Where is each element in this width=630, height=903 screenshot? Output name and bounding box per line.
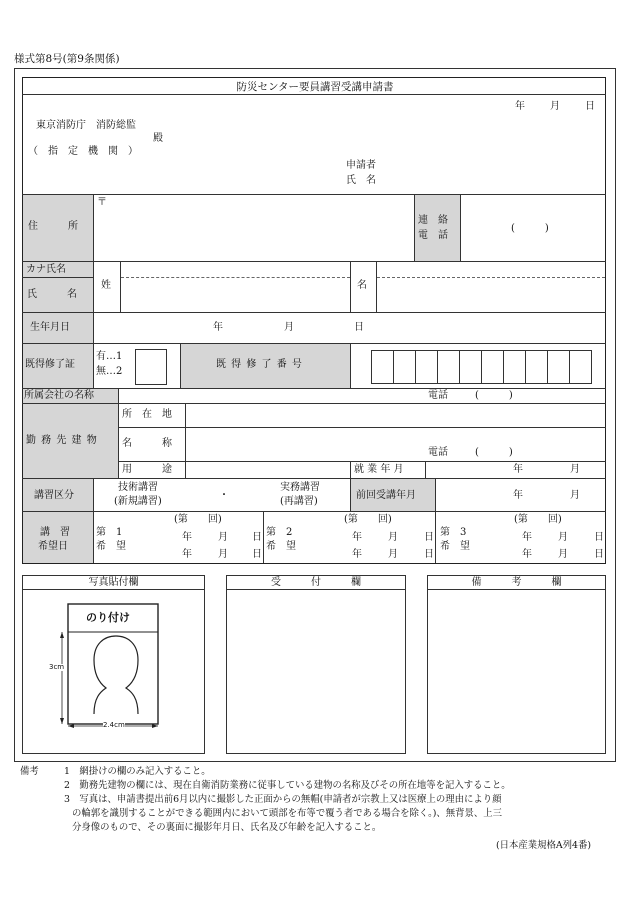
postal-mark: 〒 (97, 197, 107, 208)
name-label: 氏 名 (27, 289, 77, 300)
sei-field[interactable] (122, 280, 348, 310)
course-practical-1[interactable]: 実務講習 (280, 482, 320, 493)
workplace-use-label: 用 途 (122, 464, 172, 475)
note-3-cont-1: の輪郭を識別することができる範囲内において頭部を布等で覆う者である場合を除く。)、無背景、上三 (72, 808, 503, 819)
birth-month-label: 月 (284, 322, 294, 333)
workplace-label: 勤 務 先 建 物 (26, 435, 98, 446)
mei-kana-field[interactable] (378, 264, 604, 276)
workplace-name-label: 名 称 (122, 438, 172, 449)
contact-label-1: 連 絡 (418, 215, 448, 226)
note-3-cont-2: 分身像のもので、その裏面に撮影年月日、氏名及び年齢を記入すること。 (72, 822, 382, 833)
certificate-digit-box[interactable] (569, 350, 592, 384)
choice-3-kibo: 希 望 (440, 541, 470, 552)
company-label: 所属会社の名称 (24, 390, 94, 401)
certificate-digit-box[interactable] (393, 350, 416, 384)
choice-3-year-a: 年 (522, 532, 532, 543)
workplace-name-field[interactable] (188, 430, 418, 459)
reception-box (226, 575, 406, 754)
footer-standard: (日本産業規格A列4番) (496, 840, 592, 851)
choice-2-year-b: 年 (352, 549, 362, 560)
recipient-line2: （ 指 定 機 関 ） (28, 146, 138, 157)
choice-3-month-b: 月 (558, 549, 568, 560)
course-separator: ・ (219, 490, 229, 501)
certificate-digit-box[interactable] (525, 350, 548, 384)
preferred-label-2: 希望日 (38, 541, 68, 552)
choice-2-day-b: 日 (424, 549, 434, 560)
workplace-phone-field[interactable]: ( ) (475, 447, 513, 458)
recipient-honorific: 殿 (153, 133, 163, 144)
date-year-label: 年 (515, 101, 525, 112)
mei-label: 名 (357, 280, 367, 291)
photo-width-label: 2.4cm (103, 721, 125, 729)
workplace-location-label: 所 在 地 (122, 409, 172, 420)
workplace-location-field[interactable] (188, 406, 602, 425)
applicant-label: 申請者 (346, 160, 376, 171)
choice-1-kibo: 希 望 (96, 541, 126, 552)
certificate-choice-box[interactable] (135, 349, 167, 385)
choice-1-day-a: 日 (252, 532, 262, 543)
recipient-line1: 東京消防庁 消防総監 (36, 120, 136, 131)
note-3: 3 写真は、申請書提出前6月以内に撮影した正面からの無帽(申請者が宗教上又は医療上の理由により顔 (64, 794, 502, 805)
date-day-label: 日 (585, 101, 595, 112)
sei-label: 姓 (101, 280, 111, 291)
choice-3-day-a: 日 (594, 532, 604, 543)
choice-1-year-b: 年 (182, 549, 192, 560)
choice-1-month-a: 月 (218, 532, 228, 543)
course-label: 講習区分 (34, 490, 74, 501)
previous-month-label: 月 (570, 490, 580, 501)
remarks-header: 備 考 欄 (471, 577, 562, 588)
certificate-label: 既得修了証 (25, 359, 75, 370)
note-1: 1 網掛けの欄のみ記入すること。 (64, 766, 211, 777)
notes-label: 備考 (20, 766, 39, 777)
mei-field[interactable] (378, 280, 604, 310)
choice-2-kai[interactable]: (第 回) (344, 514, 392, 525)
reception-header: 受 付 欄 (271, 577, 361, 588)
employment-years-label: 就 業 年 月 (354, 464, 404, 475)
workplace-phone-label: 電話 (428, 447, 448, 458)
employment-year-label: 年 (513, 464, 523, 475)
choice-1-dai: 第 1 (96, 527, 123, 538)
certificate-digit-box[interactable] (437, 350, 460, 384)
note-2: 2 勤務先建物の欄には、現在自衛消防業務に従事している建物の名称及びその所在地等を記入すること。 (64, 780, 511, 791)
photo-header: 写真貼付欄 (88, 577, 139, 588)
contact-label-cell (415, 195, 460, 261)
photo-height-label: 3cm (49, 663, 65, 671)
choice-3-month-a: 月 (558, 532, 568, 543)
certificate-digit-box[interactable] (459, 350, 482, 384)
course-practical-2: (再講習) (280, 496, 318, 507)
contact-label-2: 電 話 (418, 230, 448, 241)
course-technical-1[interactable]: 技術講習 (118, 482, 158, 493)
birth-label: 生年月日 (30, 322, 70, 333)
choice-2-month-b: 月 (388, 549, 398, 560)
birth-day-label: 日 (354, 322, 364, 333)
birth-year-label: 年 (213, 322, 223, 333)
choice-3-kai[interactable]: (第 回) (514, 514, 562, 525)
certificate-digit-box[interactable] (415, 350, 438, 384)
certificate-number-label: 既 得 修 了 番 号 (216, 359, 303, 370)
course-technical-2: (新規講習) (114, 496, 162, 507)
photo-glue-label: のり付け (86, 611, 130, 624)
certificate-digit-box[interactable] (481, 350, 504, 384)
certificate-digit-box[interactable] (503, 350, 526, 384)
contact-phone-field[interactable]: ( ) (511, 223, 549, 234)
choice-1-year-a: 年 (182, 532, 192, 543)
choice-1-month-b: 月 (218, 549, 228, 560)
preferred-label-1: 講 習 (40, 527, 70, 538)
choice-3-year-b: 年 (522, 549, 532, 560)
choice-2-dai: 第 2 (266, 527, 293, 538)
company-name-field[interactable] (122, 390, 412, 402)
choice-2-day-a: 日 (424, 532, 434, 543)
choice-3-dai: 第 3 (440, 527, 467, 538)
address-label: 住 所 (28, 221, 78, 232)
company-phone-field[interactable]: ( ) (475, 390, 513, 401)
choice-1-kai[interactable]: (第 回) (174, 514, 222, 525)
certificate-digit-box[interactable] (371, 350, 394, 384)
choice-2-kibo: 希 望 (266, 541, 296, 552)
address-field[interactable] (105, 200, 405, 254)
birth-date-field[interactable] (100, 316, 600, 340)
choice-1-day-b: 日 (252, 549, 262, 560)
certificate-digit-box[interactable] (547, 350, 570, 384)
employment-month-label: 月 (570, 464, 580, 475)
certificate-yes: 有…1 (96, 351, 123, 362)
date-month-label: 月 (550, 101, 560, 112)
previous-year-label: 年 (513, 490, 523, 501)
previous-course-label: 前回受講年月 (356, 490, 416, 501)
kana-label: カナ氏名 (26, 264, 66, 275)
form-number: 様式第8号(第9条関係) (14, 53, 120, 65)
remarks-field[interactable] (430, 592, 603, 750)
choice-3-day-b: 日 (594, 549, 604, 560)
applicant-name-label: 氏 名 (346, 175, 376, 186)
sei-kana-field[interactable] (122, 264, 348, 276)
choice-2-month-a: 月 (388, 532, 398, 543)
choice-2-year-a: 年 (352, 532, 362, 543)
company-phone-label: 電話 (428, 390, 448, 401)
workplace-use-field[interactable] (188, 463, 348, 476)
form-title: 防災センター要員講習受講申請書 (236, 81, 394, 93)
certificate-no: 無…2 (96, 366, 123, 377)
